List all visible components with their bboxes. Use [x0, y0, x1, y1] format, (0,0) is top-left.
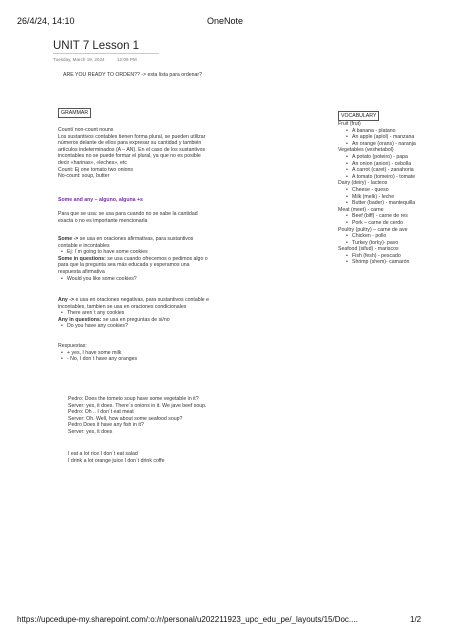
grammar-line: exacta o no es importante mencionarla — [58, 217, 148, 224]
grammar-line: números delante de ellos para expresar su cantidad y también — [58, 140, 202, 147]
grammar-line: Para que se usa: se usa para cuando no se sabe la cantidad — [58, 211, 198, 217]
vocab-item: • Chicken - pollo — [352, 233, 386, 239]
some-question-line-2: para que la pregunta sea más educada y esperamos una — [58, 262, 190, 269]
vocab-item: Seafood (sifud) - mariscos — [338, 246, 399, 253]
any-question-label: Any in questions: — [58, 316, 102, 323]
grammar-line: incontables no se puede formar el plural, ya que no es posible — [58, 153, 201, 160]
vocab-item: • Butter (bader) - mantequilla — [352, 200, 415, 206]
vocab-item: • A tomato (tomeiro) - tomate — [352, 174, 415, 180]
vocab-item: • Beef (biff) - carne de res — [352, 213, 408, 219]
sentences-block — [68, 451, 165, 464]
some-block — [58, 236, 208, 282]
some-question-example: • Would you like some cookies? — [67, 276, 137, 282]
grammar-line: No-count: soup, butter — [58, 173, 110, 180]
some-question-line-3: respuesta afirmativa — [58, 268, 105, 275]
grammar-block-2 — [58, 211, 198, 224]
vocab-item: • Milk (melk) - leche — [352, 194, 394, 200]
vocab-item: • A carrot (caret) - zanahoria — [352, 167, 414, 173]
any-label: Any -> — [58, 297, 74, 303]
some-line — [58, 236, 208, 243]
title-underline — [53, 53, 159, 54]
vocab-item: Poultry (pultry) – carne de ave — [338, 226, 408, 233]
vocab-item: • An orange (orans) - naranja — [352, 141, 416, 147]
any-question-example: • Do you have any cookies? — [67, 323, 128, 329]
vocab-item: • A potato (poteiro) - papa — [352, 154, 408, 160]
vocabulary-box-label: VOCABULARY — [338, 111, 379, 121]
print-datetime: 26/4/24, 14:10 — [17, 16, 75, 26]
page-date: Tuesday, March 19, 2024 — [53, 57, 105, 62]
sentence-line: I drink a lot orange juice I don´t drink coffe — [68, 457, 165, 464]
dialogue-line: Pedro: Does the tometo soup have some vegetable in it? — [68, 396, 199, 402]
grammar-line: Count: Ej one tomato two onions — [58, 166, 133, 173]
intro-line: ARE YOU READY TO ORDEN?? -> esta lista para ordenar? — [63, 72, 203, 78]
vocab-item: Meat (meet) - carne — [338, 206, 384, 213]
app-title: OneNote — [207, 16, 244, 26]
page-url[interactable]: https://upcedupe-my.sharepoint.com/:o:/r/personal/u202211923_upc_edu_pe/_layouts/15/Doc.... — [17, 615, 358, 624]
respuestas-block — [58, 343, 137, 363]
some-question-line — [58, 256, 208, 263]
vocab-item: Vegetables (veshetabol) — [338, 147, 394, 154]
dialogue-block — [68, 396, 207, 436]
dialogue-line: Pedro Does it have any fish in it? — [68, 422, 144, 429]
vocab-item: • Cheese - queso — [352, 187, 389, 193]
dialogue-line: Pedro: Oh .. I don´t eat meat — [68, 409, 134, 416]
any-example: • There aren´t any cookies — [67, 310, 124, 316]
vocab-item: • Pork – carne de cerdo — [352, 220, 403, 226]
some-example: • Ej: I´m going to have some cookies — [67, 249, 148, 255]
respuesta-item: • + yes, I have some milk — [67, 350, 121, 356]
respuestas-label: Respuestas: — [58, 343, 87, 349]
any-question-text: se usa en preguntas de si/no — [101, 316, 170, 323]
some-label: Some -> — [58, 236, 79, 242]
vocab-item: Dairy (deiry) - lacteos — [338, 180, 388, 187]
vocab-item: • An onion (anion) - cebolla — [352, 161, 411, 167]
some-line-2: contable e incontables — [58, 242, 110, 249]
grammar-line: artículos indeterminados (A – AN). En el caso de los sustantivos — [58, 146, 206, 153]
dialogue-line: Server: Oh. Well, how about some seafood soup? — [68, 415, 183, 422]
page-number: 1/2 — [410, 615, 422, 624]
vocabulary-list — [338, 121, 422, 266]
vocab-item: • A banana - platano — [352, 128, 396, 134]
page-title: UNIT 7 Lesson 1 — [53, 40, 140, 52]
grammar-block-1 — [58, 127, 205, 180]
any-text: e usa en oraciones negativas, para sustantivos contable e — [74, 297, 209, 303]
vocab-item: • Turkey (torky)- pavo — [352, 240, 398, 246]
some-text: se usa en oraciones afirmativas, para sustantivos — [78, 236, 194, 242]
any-question-line — [58, 317, 209, 324]
any-line — [58, 297, 209, 304]
vocab-item: • Shrimp (shem)- camarón — [352, 259, 409, 265]
any-line-2: incontables, tambien se usa en oraciones condicionales — [58, 303, 187, 310]
any-block — [58, 297, 209, 330]
grammar-line: Los sustantivos contables tienen forma plural, se pueden utilizar — [58, 133, 206, 140]
some-question-text: se usa cuando ofrecemos o pedimos algo o — [105, 255, 208, 262]
page-time: 12:06 PM — [117, 57, 137, 62]
grammar-line: decir «harinas», «leches», etc — [58, 159, 127, 166]
grammar-box-label: GRAMMAR — [58, 108, 91, 118]
dialogue-line: Server: yes, it does. There´s onions in it. We jave beef soup. — [68, 402, 207, 409]
sentence-line: I eat a lot rice I don´t eat salad — [68, 451, 138, 457]
vocab-item: • Fish (fesh) - pescado — [352, 253, 401, 259]
some-any-heading: Some and any – alguno, alguna +s — [58, 197, 143, 203]
dialogue-line: Server: yes, it does — [68, 428, 113, 435]
grammar-line: Count/ non-count nouns — [58, 127, 114, 133]
vocab-item: Fruit (frut) — [338, 121, 361, 127]
some-question-label: Some in questions: — [58, 255, 106, 262]
vocab-item: • An apple (aplol) - manzana — [352, 134, 414, 140]
respuesta-item: • - No, I don´t have any oranges — [67, 356, 137, 362]
